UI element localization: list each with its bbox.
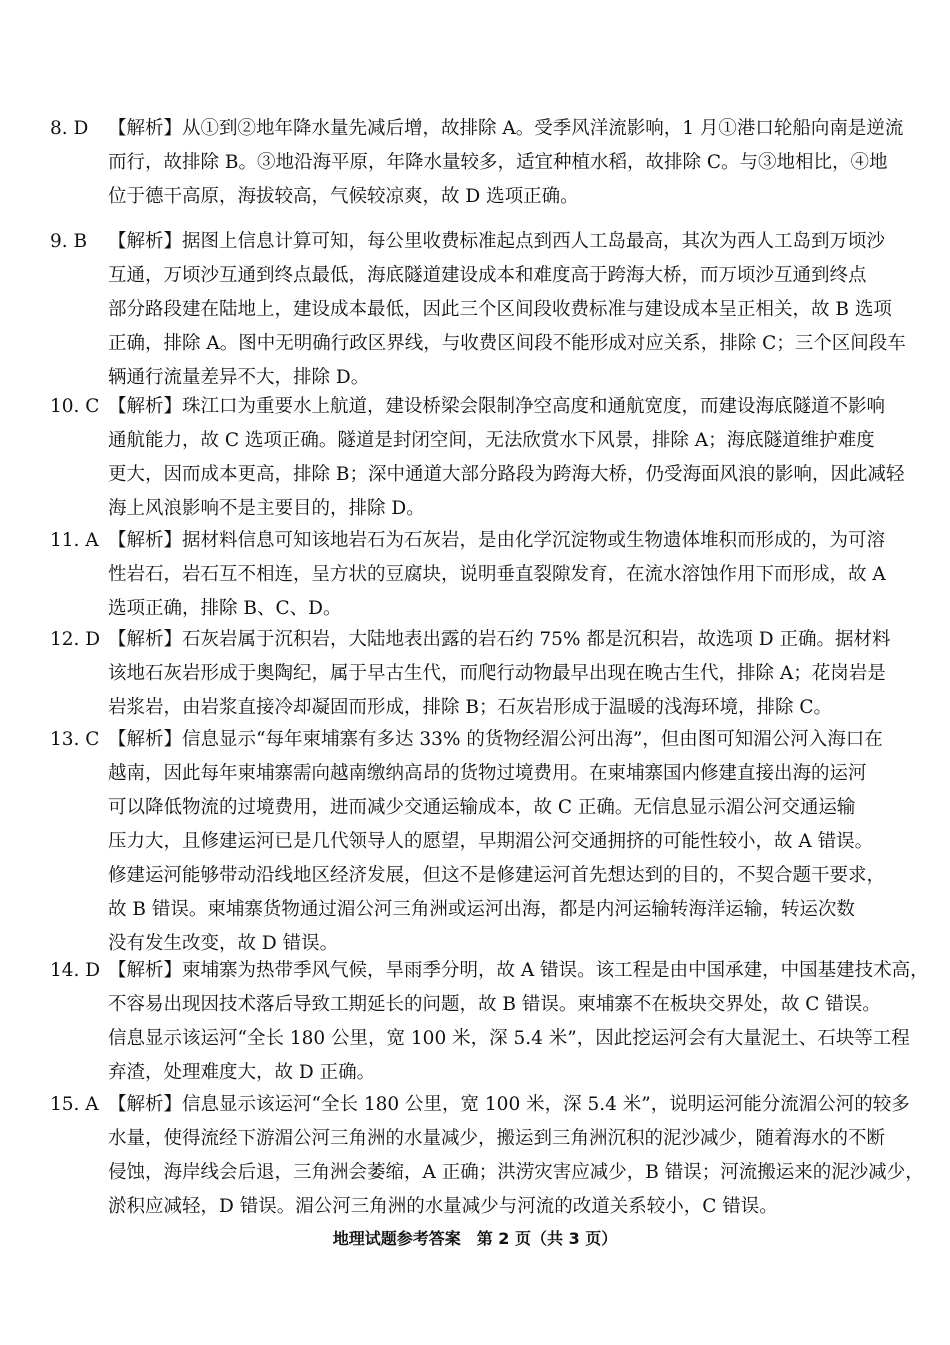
explanation-line: 通航能力，故 C 选项正确。隧道是封闭空间，无法欣赏水下风景，排除 A；海底隧道维护难度 [108, 430, 875, 451]
answer-number: 10. C [50, 396, 100, 417]
explanation-line: 淤积应减轻，D 错误。湄公河三角洲的水量减少与河流的改道关系较小，C 错误。 [108, 1196, 778, 1217]
explanation-line: 【解析】柬埔寨为热带季风气候，旱雨季分明，故 A 错误。该工程是由中国承建，中国基建技术高， [108, 960, 929, 981]
explanation-line: 没有发生改变，故 D 错误。 [108, 933, 339, 954]
explanation-line: 【解析】从①到②地年降水量先减后增，故排除 A。受季风洋流影响，1 月①港口轮船向南是逆流 [108, 118, 904, 139]
answer-number: 12. D [50, 629, 101, 650]
explanation-line: 岩浆岩，由岩浆直接冷却凝固而形成，排除 B；石灰岩形成于温暖的浅海环境，排除 C。 [108, 697, 833, 718]
explanation-line: 互通，万顷沙互通到终点最低，海底隧道建设成本和难度高于跨海大桥，而万顷沙互通到终点 [108, 265, 867, 286]
answer-explanation [108, 390, 948, 526]
explanation-line: 越南，因此每年柬埔寨需向越南缴纳高昂的货物过境费用。在柬埔寨国内修建直接出海的运河 [108, 763, 867, 784]
explanation-line: 而行，故排除 B。③地沿海平原，年降水量较多，适宜种植水稻，故排除 C。与③地相比，④地 [108, 152, 888, 173]
explanation-line: 故 B 错误。柬埔寨货物通过湄公河三角洲或运河出海，都是内河运输转海洋运输，转运次数 [108, 899, 855, 920]
explanation-line: 更大，因而成本更高，排除 B；深中通道大部分路段为跨海大桥，仍受海面风浪的影响，因此减轻 [108, 464, 905, 485]
answer-number: 11. A [50, 530, 99, 551]
answer-number: 9. B [50, 231, 88, 252]
explanation-line: 【解析】据图上信息计算可知，每公里收费标准起点到西人工岛最高，其次为西人工岛到万顷沙 [108, 231, 886, 252]
answer-explanation [108, 112, 948, 214]
answer-number: 14. D [50, 960, 101, 981]
explanation-line: 【解析】珠江口为重要水上航道，建设桥梁会限制净空高度和通航宽度，而建设海底隧道不影响 [108, 396, 886, 417]
explanation-line: 信息显示该运河“全长 180 公里，宽 100 米，深 5.4 米”，因此挖运河会有大量泥土、石块等工程 [108, 1028, 910, 1049]
explanation-line: 不容易出现因技术落后导致工期延长的问题，故 B 错误。柬埔寨不在板块交界处，故 C 错误。 [108, 994, 881, 1015]
explanation-line: 弃渣，处理难度大，故 D 正确。 [108, 1062, 376, 1083]
explanation-line: 选项正确，排除 B、C、D。 [108, 598, 342, 619]
explanation-line: 修建运河能够带动沿线地区经济发展，但这不是修建运河首先想达到的目的，不契合题干要求， [108, 865, 886, 886]
page-footer: 地理试题参考答案 第 2 页（共 3 页） [332, 1229, 618, 1248]
answer-explanation [108, 524, 948, 626]
explanation-line: 【解析】信息显示“每年柬埔寨有多达 33% 的货物经湄公河出海”，但由图可知湄公河入海口在 [108, 729, 883, 750]
answer-number: 8. D [50, 118, 89, 139]
explanation-line: 压力大，且修建运河已是几代领导人的愿望，早期湄公河交通拥挤的可能性较小，故 A 错误。 [108, 831, 874, 852]
explanation-line: 【解析】据材料信息可知该地岩石为石灰岩，是由化学沉淀物或生物遗体堆积而形成的，为可溶 [108, 530, 886, 551]
explanation-line: 【解析】信息显示该运河“全长 180 公里，宽 100 米，深 5.4 米”，说明运河能分流湄公河的较多 [108, 1094, 910, 1115]
answer-explanation [108, 1088, 948, 1224]
explanation-line: 正确，排除 A。图中无明确行政区界线，与收费区间段不能形成对应关系，排除 C；三个区间段车 [108, 333, 906, 354]
answer-explanation [108, 225, 948, 395]
answer-explanation [108, 954, 948, 1090]
explanation-line: 【解析】石灰岩属于沉积岩，大陆地表出露的岩石约 75% 都是沉积岩，故选项 D 正确。据材料 [108, 629, 891, 650]
explanation-line: 性岩石，岩石互不相连，呈方状的豆腐块，说明垂直裂隙发育，在流水溶蚀作用下而形成，故 A [108, 564, 886, 585]
explanation-line: 可以降低物流的过境费用，进而减少交通运输成本，故 C 正确。无信息显示湄公河交通运输 [108, 797, 856, 818]
explanation-line: 辆通行流量差异不大，排除 D。 [108, 367, 370, 388]
explanation-line: 位于德干高原，海拔较高，气候较凉爽，故 D 选项正确。 [108, 186, 579, 207]
explanation-line: 该地石灰岩形成于奥陶纪，属于早古生代，而爬行动物最早出现在晚古生代，排除 A；花岗岩是 [108, 663, 886, 684]
explanation-line: 部分路段建在陆地上，建设成本最低，因此三个区间段收费标准与建设成本呈正相关，故 B 选项 [108, 299, 892, 320]
answer-explanation [108, 723, 948, 961]
explanation-line: 海上风浪影响不是主要目的，排除 D。 [108, 498, 425, 519]
explanation-line: 水量，使得流经下游湄公河三角洲的水量减少，搬运到三角洲沉积的泥沙减少，随着海水的不断 [108, 1128, 886, 1149]
answer-number: 13. C [50, 729, 100, 750]
answer-explanation [108, 623, 948, 725]
explanation-line: 侵蚀，海岸线会后退，三角洲会萎缩，A 正确；洪涝灾害应减少，B 错误；河流搬运来的泥沙减少， [108, 1162, 924, 1183]
answer-number: 15. A [50, 1094, 99, 1115]
